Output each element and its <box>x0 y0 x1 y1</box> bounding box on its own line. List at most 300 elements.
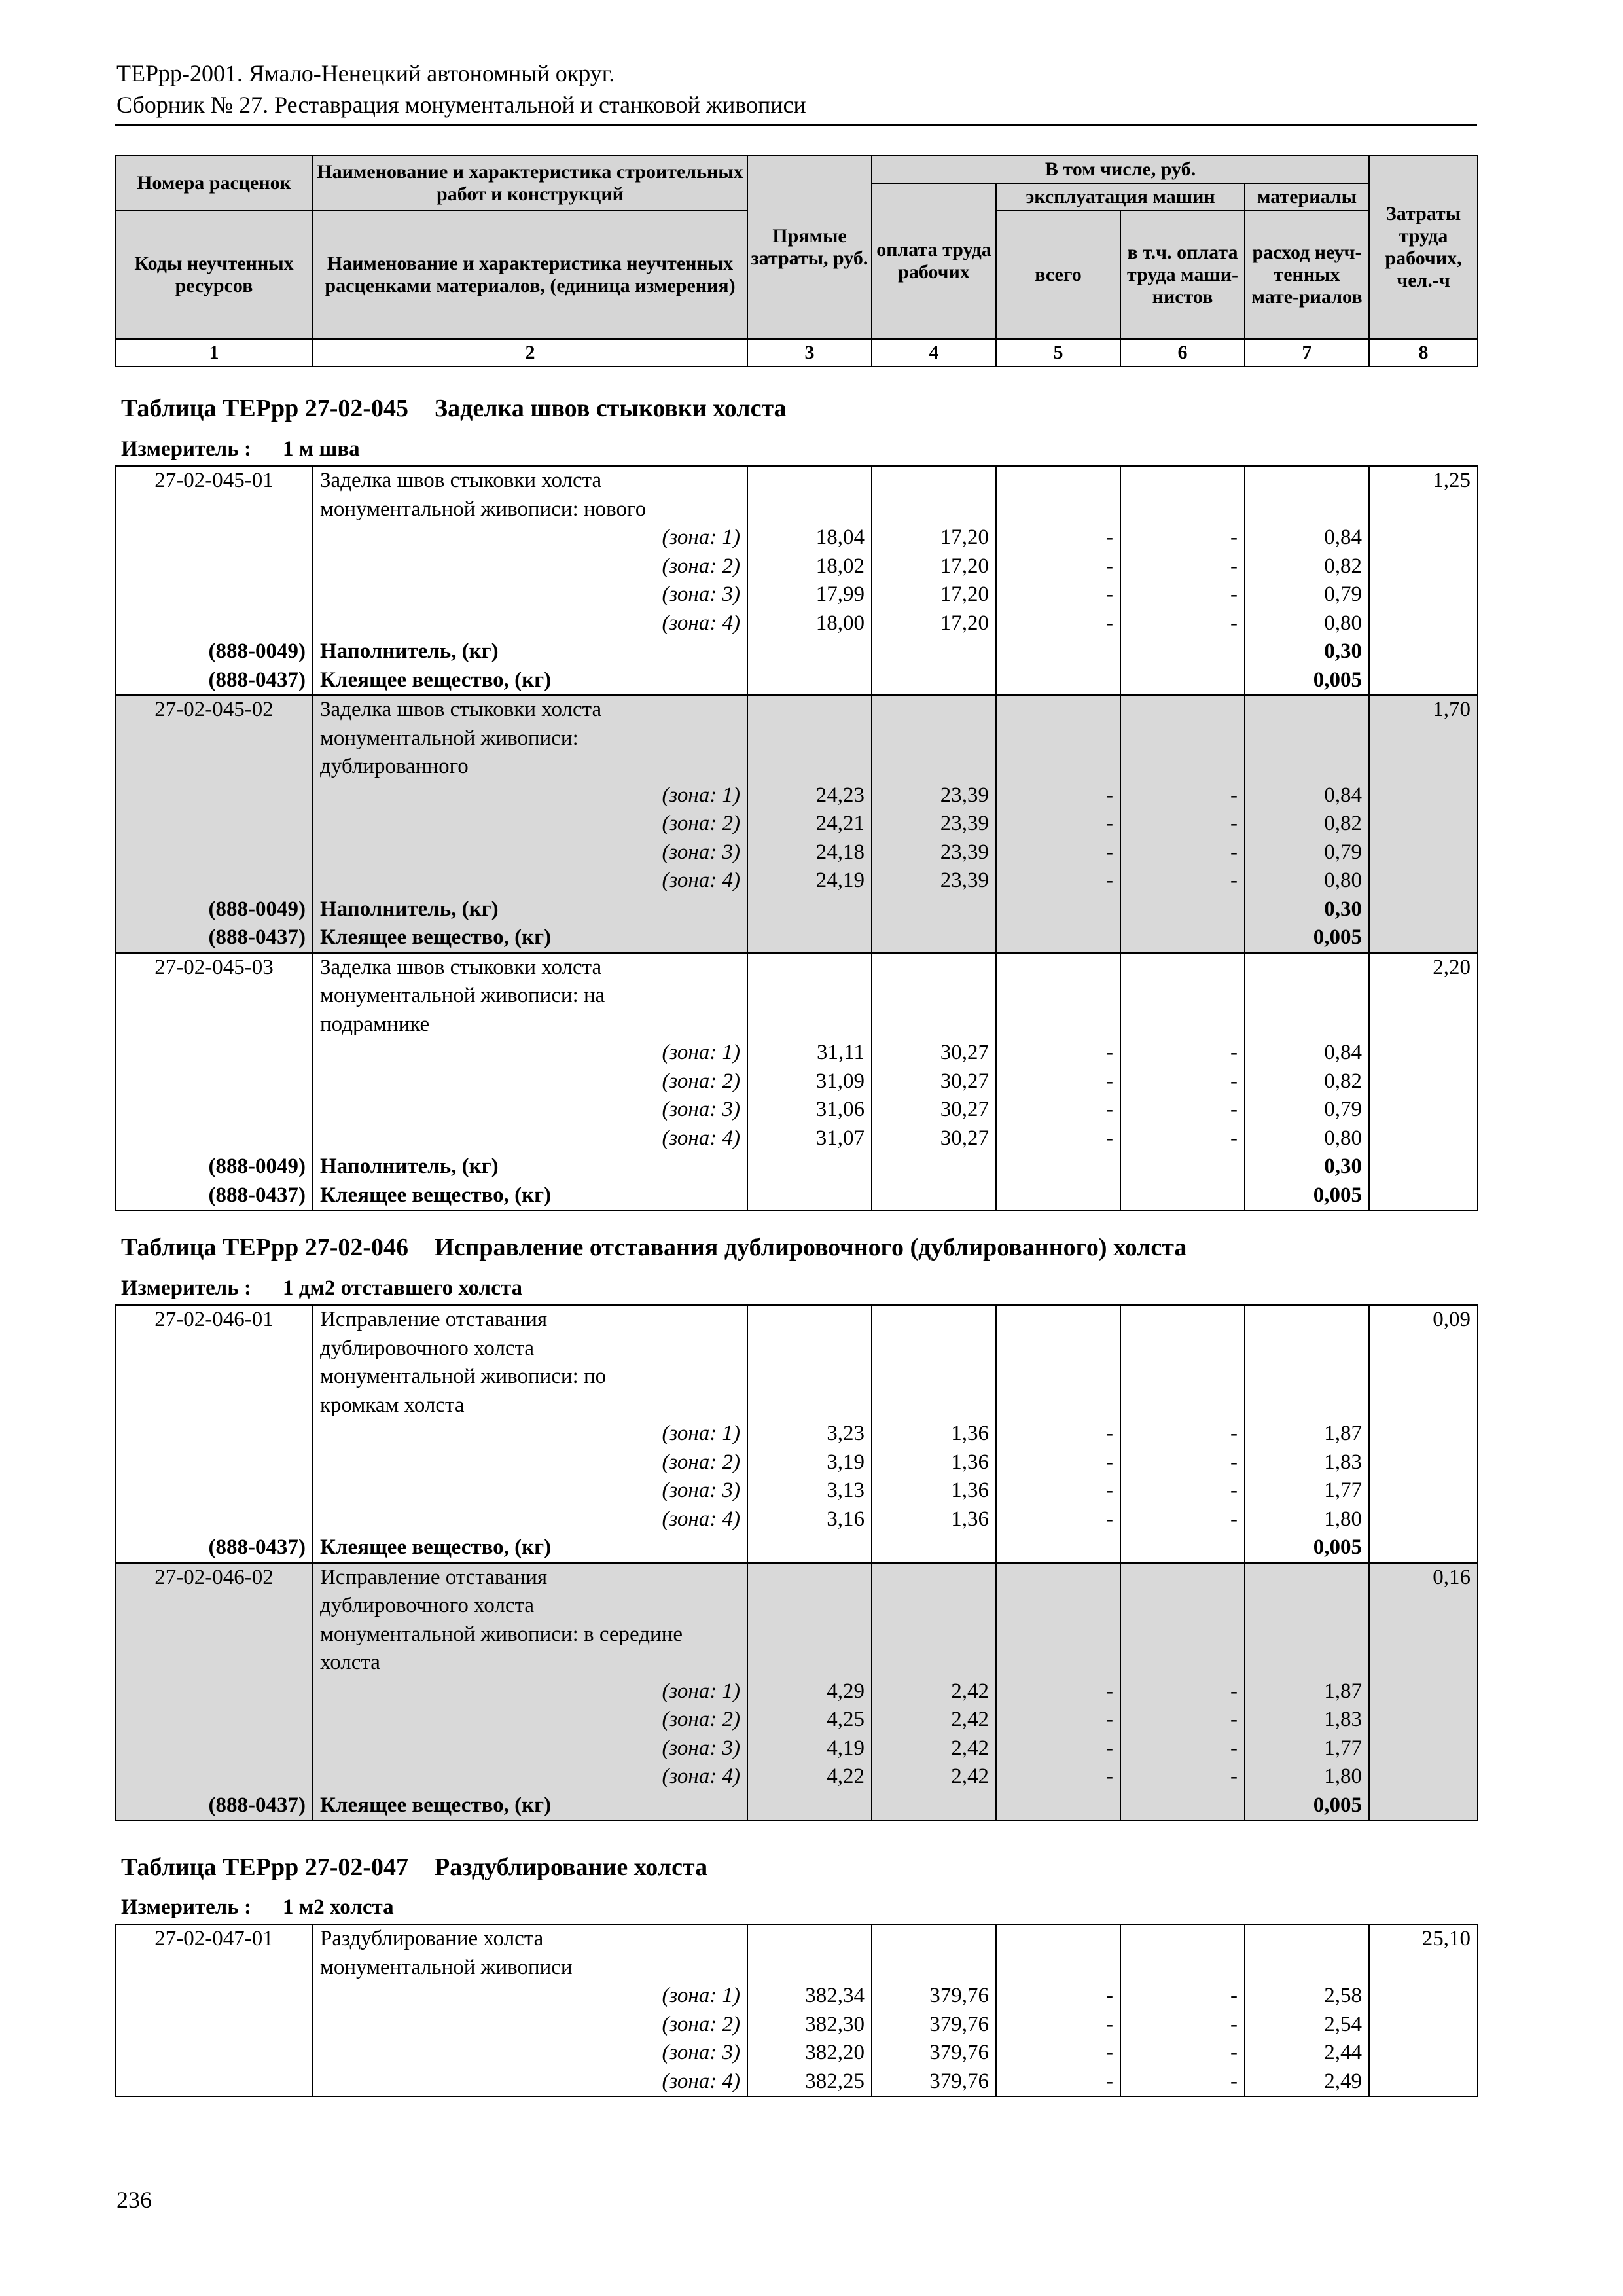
cell <box>872 953 996 982</box>
cell <box>1369 924 1478 953</box>
cell <box>115 581 313 609</box>
table-row <box>115 1649 1478 1677</box>
cell <box>996 1924 1120 1954</box>
cell <box>1120 753 1245 781</box>
cell <box>115 524 313 552</box>
machinist-pay: - <box>1120 1734 1245 1763</box>
rate-item <box>115 953 1478 1211</box>
resource-quantity: 0,005 <box>1245 1181 1369 1211</box>
zone-label: (зона: 1) <box>313 1420 747 1448</box>
zone-row <box>115 1124 1478 1153</box>
resource-quantity: 0,005 <box>1245 666 1369 696</box>
direct-costs: 4,22 <box>747 1763 872 1791</box>
rate-code: 27-02-046-01 <box>115 1305 313 1335</box>
resource-code: (888-0437) <box>115 1534 313 1563</box>
cell <box>1369 725 1478 753</box>
resource-name: Клеящее вещество, (кг) <box>313 1181 747 1211</box>
direct-costs: 382,20 <box>747 2039 872 2068</box>
cell <box>115 1982 313 2011</box>
cell <box>747 953 872 982</box>
rate-description: монументальной живописи: нового <box>313 495 747 524</box>
machine-total: - <box>996 1124 1120 1153</box>
cell <box>747 1954 872 1982</box>
table-row <box>115 1011 1478 1039</box>
direct-costs: 382,34 <box>747 1982 872 2011</box>
column-header-table <box>115 155 1478 367</box>
zone-label: (зона: 4) <box>313 1124 747 1153</box>
cell <box>996 1335 1120 1363</box>
rate-description: подрамнике <box>313 1011 747 1039</box>
machine-total: - <box>996 1982 1120 2011</box>
cell <box>1120 895 1245 924</box>
direct-costs: 3,16 <box>747 1505 872 1534</box>
materials: 2,49 <box>1245 2068 1369 2097</box>
measure-unit: 1 м шва <box>283 437 360 461</box>
machine-total: - <box>996 1734 1120 1763</box>
machine-total: - <box>996 1706 1120 1734</box>
cell <box>1120 1391 1245 1420</box>
machinist-pay: - <box>1120 1039 1245 1067</box>
rate-description: дублированного <box>313 753 747 781</box>
cell <box>1245 466 1369 495</box>
cell <box>872 1621 996 1649</box>
measure-line <box>121 1895 394 1920</box>
table-row <box>115 982 1478 1011</box>
cell <box>1120 695 1245 725</box>
machinist-pay: - <box>1120 1677 1245 1706</box>
cell <box>115 2039 313 2068</box>
cell <box>747 666 872 696</box>
cell <box>1369 1335 1478 1363</box>
zone-row <box>115 1982 1478 2011</box>
machinist-pay: - <box>1120 1477 1245 1505</box>
zone-row <box>115 1096 1478 1124</box>
zone-row <box>115 552 1478 581</box>
measure-label: Измеритель : <box>121 1895 252 1919</box>
cell <box>115 1954 313 1982</box>
direct-costs: 382,30 <box>747 2011 872 2039</box>
cell <box>115 1734 313 1763</box>
rate-description: монументальной живописи: на <box>313 982 747 1011</box>
worker-pay: 1,36 <box>872 1505 996 1534</box>
direct-costs: 4,25 <box>747 1706 872 1734</box>
table-title <box>121 1853 707 1882</box>
machinist-pay: - <box>1120 609 1245 638</box>
zone-label: (зона: 4) <box>313 1763 747 1791</box>
col-number: 5 <box>996 339 1120 367</box>
zone-row <box>115 1039 1478 1067</box>
cell <box>115 1391 313 1420</box>
materials: 1,83 <box>1245 1706 1369 1734</box>
zone-row <box>115 1505 1478 1534</box>
cell <box>747 1363 872 1391</box>
table-row <box>115 753 1478 781</box>
direct-costs: 31,06 <box>747 1096 872 1124</box>
running-header-line1: ТЕРрр-2001. Ямало-Ненецкий автономный округ. <box>116 60 615 86</box>
cell <box>115 867 313 895</box>
cell <box>1369 810 1478 838</box>
worker-pay: 379,76 <box>872 2011 996 2039</box>
measure-unit: 1 дм2 отставшего холста <box>283 1276 522 1300</box>
rate-item <box>115 695 1478 953</box>
machinist-pay: - <box>1120 1706 1245 1734</box>
machine-total: - <box>996 1477 1120 1505</box>
worker-pay: 30,27 <box>872 1067 996 1096</box>
cell <box>1369 1067 1478 1096</box>
machine-total: - <box>996 1096 1120 1124</box>
cell <box>1369 1477 1478 1505</box>
cell <box>1120 1011 1245 1039</box>
zone-row <box>115 1067 1478 1096</box>
rate-code: 27-02-045-03 <box>115 953 313 982</box>
cell <box>1369 1181 1478 1211</box>
table-row <box>115 953 1478 982</box>
cell <box>1369 552 1478 581</box>
cell <box>1369 1363 1478 1391</box>
cell <box>115 810 313 838</box>
zone-label: (зона: 4) <box>313 1505 747 1534</box>
cell <box>1245 1335 1369 1363</box>
cell <box>996 1954 1120 1982</box>
cell <box>996 666 1120 696</box>
cell <box>1369 867 1478 895</box>
worker-pay: 17,20 <box>872 524 996 552</box>
rate-description: холста <box>313 1649 747 1677</box>
cell <box>1369 1153 1478 1181</box>
worker-pay: 30,27 <box>872 1124 996 1153</box>
hdr-codes: Коды неучтенных ресурсов <box>115 211 313 339</box>
materials: 0,84 <box>1245 781 1369 810</box>
cell <box>1120 1335 1245 1363</box>
direct-costs: 31,07 <box>747 1124 872 1153</box>
rate-description: Раздублирование холста <box>313 1924 747 1954</box>
worker-pay: 17,20 <box>872 581 996 609</box>
cell <box>872 666 996 696</box>
resource-name: Клеящее вещество, (кг) <box>313 1534 747 1563</box>
table-row <box>115 466 1478 495</box>
zone-label: (зона: 1) <box>313 1982 747 2011</box>
machine-total: - <box>996 1763 1120 1791</box>
cell <box>1369 1791 1478 1821</box>
cell <box>872 895 996 924</box>
zone-row <box>115 1677 1478 1706</box>
direct-costs: 3,19 <box>747 1448 872 1477</box>
cell <box>747 466 872 495</box>
cell <box>1369 495 1478 524</box>
direct-costs: 382,25 <box>747 2068 872 2097</box>
zone-label: (зона: 1) <box>313 524 747 552</box>
labor-costs: 0,09 <box>1369 1305 1478 1335</box>
cell <box>872 637 996 666</box>
cell <box>1369 1706 1478 1734</box>
rate-code: 27-02-045-01 <box>115 466 313 495</box>
resource-name: Наполнитель, (кг) <box>313 895 747 924</box>
machine-total: - <box>996 1677 1120 1706</box>
resource-quantity: 0,005 <box>1245 1534 1369 1563</box>
cell <box>872 982 996 1011</box>
measure-line <box>121 437 360 461</box>
direct-costs: 31,09 <box>747 1067 872 1096</box>
machinist-pay: - <box>1120 867 1245 895</box>
machine-total: - <box>996 2068 1120 2097</box>
cell <box>1245 1592 1369 1621</box>
materials: 1,77 <box>1245 1477 1369 1505</box>
machinist-pay: - <box>1120 552 1245 581</box>
hdr-labor-costs: Затраты труда рабочих, чел.-ч <box>1369 156 1478 339</box>
cell <box>1120 1534 1245 1563</box>
cell <box>872 1954 996 1982</box>
materials: 0,79 <box>1245 838 1369 867</box>
resource-name: Клеящее вещество, (кг) <box>313 666 747 696</box>
resource-code: (888-0437) <box>115 1181 313 1211</box>
table-row <box>115 1563 1478 1592</box>
cell <box>1369 1039 1478 1067</box>
direct-costs: 3,23 <box>747 1420 872 1448</box>
hdr-incl-pay: в т.ч. оплата труда маши-нистов <box>1120 211 1245 339</box>
zone-row <box>115 609 1478 638</box>
zone-row <box>115 2039 1478 2068</box>
rate-code: 27-02-045-02 <box>115 695 313 725</box>
materials: 1,77 <box>1245 1734 1369 1763</box>
worker-pay: 1,36 <box>872 1420 996 1448</box>
cell <box>996 725 1120 753</box>
materials: 0,84 <box>1245 1039 1369 1067</box>
cell <box>996 953 1120 982</box>
measure-label: Измеритель : <box>121 1276 252 1300</box>
resource-name: Наполнитель, (кг) <box>313 637 747 666</box>
table-row <box>115 725 1478 753</box>
zone-row <box>115 1734 1478 1763</box>
resource-row <box>115 1791 1478 1821</box>
cell <box>1245 1649 1369 1677</box>
cell <box>1369 1505 1478 1534</box>
direct-costs: 31,11 <box>747 1039 872 1067</box>
cell <box>1369 781 1478 810</box>
machinist-pay: - <box>1120 781 1245 810</box>
materials: 0,80 <box>1245 1124 1369 1153</box>
cell <box>747 1391 872 1420</box>
cell <box>1245 1924 1369 1954</box>
table-title-name: Исправление отставания дублировочного (дублированного) холста <box>435 1234 1187 1261</box>
rate-description: монументальной живописи: <box>313 725 747 753</box>
zone-label: (зона: 4) <box>313 609 747 638</box>
cell <box>1120 1592 1245 1621</box>
cell <box>872 1153 996 1181</box>
cell <box>1245 495 1369 524</box>
materials: 1,87 <box>1245 1420 1369 1448</box>
machine-total: - <box>996 552 1120 581</box>
resource-quantity: 0,30 <box>1245 895 1369 924</box>
cell <box>747 1153 872 1181</box>
cell <box>747 1621 872 1649</box>
materials: 0,79 <box>1245 1096 1369 1124</box>
cell <box>1369 1982 1478 2011</box>
cell <box>115 1592 313 1621</box>
cell <box>996 1391 1120 1420</box>
cell <box>996 1621 1120 1649</box>
cell <box>1120 1153 1245 1181</box>
cell <box>872 1335 996 1363</box>
zone-label: (зона: 2) <box>313 2011 747 2039</box>
resource-name: Наполнитель, (кг) <box>313 1153 747 1181</box>
worker-pay: 17,20 <box>872 609 996 638</box>
zone-row <box>115 1448 1478 1477</box>
direct-costs: 18,04 <box>747 524 872 552</box>
table-row <box>115 1954 1478 1982</box>
cell <box>747 1305 872 1335</box>
cell <box>1369 1954 1478 1982</box>
direct-costs: 18,02 <box>747 552 872 581</box>
cell <box>1245 982 1369 1011</box>
cell <box>1120 1563 1245 1592</box>
machinist-pay: - <box>1120 2011 1245 2039</box>
cell <box>1245 1391 1369 1420</box>
table-row <box>115 1335 1478 1363</box>
cell <box>115 1649 313 1677</box>
cell <box>872 466 996 495</box>
col-number: 6 <box>1120 339 1245 367</box>
cell <box>1245 1563 1369 1592</box>
machinist-pay: - <box>1120 524 1245 552</box>
materials: 0,82 <box>1245 1067 1369 1096</box>
rate-table <box>115 1924 1478 2097</box>
materials: 0,82 <box>1245 552 1369 581</box>
table-row <box>115 1621 1478 1649</box>
worker-pay: 1,36 <box>872 1477 996 1505</box>
zone-row <box>115 581 1478 609</box>
cell <box>1369 838 1478 867</box>
cell <box>747 895 872 924</box>
cell <box>872 495 996 524</box>
cell <box>115 1335 313 1363</box>
page-number: 236 <box>116 2187 152 2213</box>
cell <box>115 1011 313 1039</box>
cell <box>115 1505 313 1534</box>
zone-label: (зона: 4) <box>313 867 747 895</box>
machinist-pay: - <box>1120 1096 1245 1124</box>
resource-name: Клеящее вещество, (кг) <box>313 1791 747 1821</box>
resource-code: (888-0437) <box>115 666 313 696</box>
worker-pay: 23,39 <box>872 838 996 867</box>
hdr-incl: В том числе, руб. <box>872 156 1369 183</box>
cell <box>115 1706 313 1734</box>
rate-description: Заделка швов стыковки холста <box>313 466 747 495</box>
resource-code: (888-0049) <box>115 1153 313 1181</box>
cell <box>115 1677 313 1706</box>
direct-costs: 24,19 <box>747 867 872 895</box>
materials: 2,44 <box>1245 2039 1369 2068</box>
cell <box>1245 1621 1369 1649</box>
machine-total: - <box>996 524 1120 552</box>
hdr-materials: материалы <box>1245 183 1369 211</box>
table-row <box>115 1592 1478 1621</box>
cell <box>996 924 1120 953</box>
machinist-pay: - <box>1120 581 1245 609</box>
cell <box>872 1181 996 1211</box>
zone-label: (зона: 2) <box>313 1067 747 1096</box>
cell <box>872 725 996 753</box>
cell <box>1120 495 1245 524</box>
resource-name: Клеящее вещество, (кг) <box>313 924 747 953</box>
zone-row <box>115 838 1478 867</box>
cell <box>115 1067 313 1096</box>
materials: 2,58 <box>1245 1982 1369 2011</box>
machinist-pay: - <box>1120 810 1245 838</box>
cell <box>1369 1534 1478 1563</box>
rate-table <box>115 1304 1478 1821</box>
zone-row <box>115 2068 1478 2097</box>
worker-pay: 2,42 <box>872 1706 996 1734</box>
direct-costs: 18,00 <box>747 609 872 638</box>
rate-description: Заделка швов стыковки холста <box>313 953 747 982</box>
cell <box>996 495 1120 524</box>
machine-total: - <box>996 2039 1120 2068</box>
cell <box>115 982 313 1011</box>
cell <box>1245 695 1369 725</box>
cell <box>115 1763 313 1791</box>
labor-costs: 0,16 <box>1369 1563 1478 1592</box>
cell <box>996 466 1120 495</box>
zone-row <box>115 1706 1478 1734</box>
resource-code: (888-0437) <box>115 924 313 953</box>
cell <box>747 982 872 1011</box>
zone-row <box>115 781 1478 810</box>
cell <box>1369 1763 1478 1791</box>
cell <box>1245 953 1369 982</box>
header-rule <box>115 124 1477 126</box>
rate-description: монументальной живописи: в середине <box>313 1621 747 1649</box>
machinist-pay: - <box>1120 1124 1245 1153</box>
materials: 1,80 <box>1245 1505 1369 1534</box>
cell <box>1369 1420 1478 1448</box>
rate-item <box>115 1305 1478 1563</box>
hdr-machine-op: эксплуатация машин <box>996 183 1245 211</box>
cell <box>1120 1621 1245 1649</box>
cell <box>1369 1448 1478 1477</box>
rate-item <box>115 1563 1478 1821</box>
cell <box>1369 524 1478 552</box>
cell <box>747 495 872 524</box>
cell <box>1120 1649 1245 1677</box>
rate-code: 27-02-046-02 <box>115 1563 313 1592</box>
cell <box>1120 1181 1245 1211</box>
zone-label: (зона: 3) <box>313 1096 747 1124</box>
table-row <box>115 1363 1478 1391</box>
rate-table <box>115 465 1478 1211</box>
cell <box>747 1924 872 1954</box>
cell <box>747 1335 872 1363</box>
hdr-name-bottom: Наименование и характеристика неучтенных расценками материалов, (единица измерения) <box>313 211 747 339</box>
machine-total: - <box>996 581 1120 609</box>
machine-total: - <box>996 810 1120 838</box>
col-number: 2 <box>313 339 747 367</box>
col-number: 8 <box>1369 339 1478 367</box>
machine-total: - <box>996 781 1120 810</box>
cell <box>996 695 1120 725</box>
measure-line <box>121 1276 522 1300</box>
table-title-name: Раздублирование холста <box>435 1854 708 1881</box>
cell <box>747 725 872 753</box>
machine-total: - <box>996 1039 1120 1067</box>
materials: 0,80 <box>1245 609 1369 638</box>
zone-label: (зона: 3) <box>313 1734 747 1763</box>
col-number: 4 <box>872 339 996 367</box>
rate-item <box>115 466 1478 695</box>
resource-code: (888-0049) <box>115 895 313 924</box>
cell <box>1120 1954 1245 1982</box>
cell <box>115 1420 313 1448</box>
rate-description: кромкам холста <box>313 1391 747 1420</box>
